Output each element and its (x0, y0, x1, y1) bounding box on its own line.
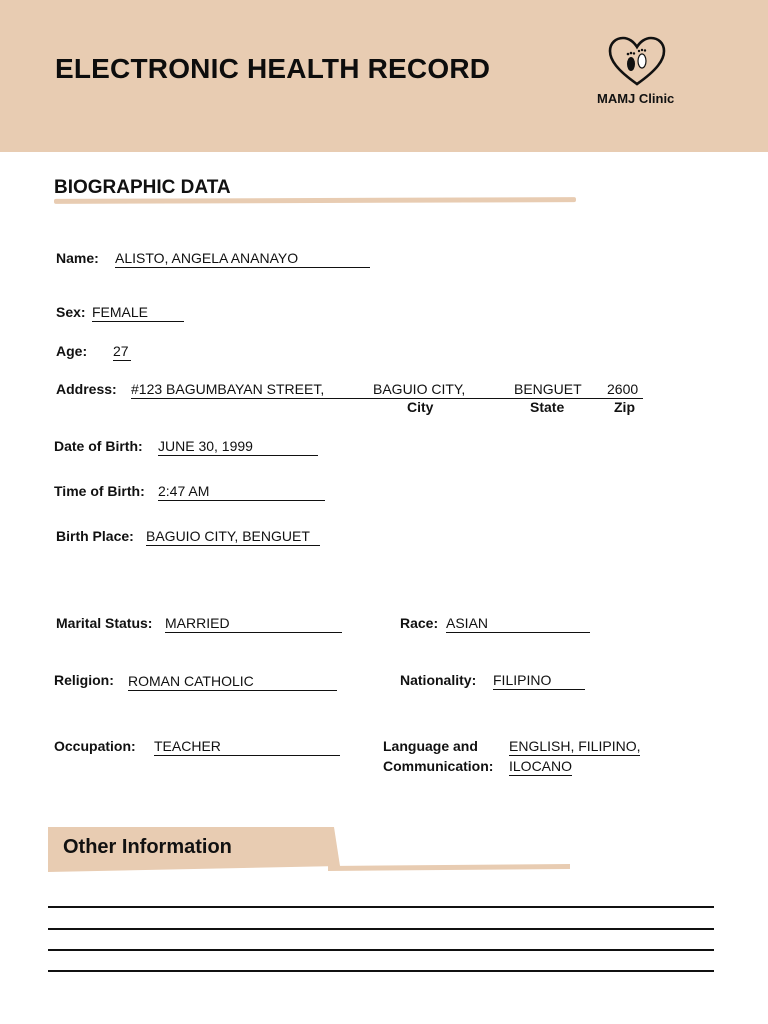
other-info-title: Other Information (63, 836, 232, 858)
address-label: Address: (56, 381, 117, 397)
age-field[interactable]: 27 (113, 343, 131, 361)
tob-field[interactable]: 2:47 AM (158, 483, 325, 501)
birthplace-label: Birth Place: (56, 528, 134, 544)
write-line-4[interactable] (48, 970, 714, 972)
religion-label: Religion: (54, 672, 114, 688)
occupation-label: Occupation: (54, 738, 136, 754)
address-street-field[interactable]: #123 BAGUMBAYAN STREET, (131, 381, 375, 399)
header-banner (0, 0, 768, 152)
occupation-field[interactable]: TEACHER (154, 738, 340, 756)
write-line-1[interactable] (48, 906, 714, 908)
address-zip-field[interactable]: 2600 (607, 381, 643, 399)
nationality-field[interactable]: FILIPINO (493, 672, 585, 690)
state-caption: State (530, 399, 565, 415)
zip-caption: Zip (614, 399, 635, 415)
city-caption: City (407, 399, 434, 415)
nationality-label: Nationality: (400, 672, 477, 688)
sex-label: Sex: (56, 304, 86, 320)
other-info-underline (48, 862, 572, 874)
language-field-line1[interactable]: ENGLISH, FILIPINO, (509, 738, 641, 754)
race-label: Race: (400, 615, 439, 631)
section-title-biographic: BIOGRAPHIC DATA (54, 177, 231, 198)
language-field-line2[interactable]: ILOCANO (509, 758, 573, 774)
dob-label: Date of Birth: (54, 438, 143, 454)
address-city-field[interactable]: BAGUIO CITY, (373, 381, 514, 399)
page-title: ELECTRONIC HEALTH RECORD (55, 53, 491, 84)
heart-footprints-icon (607, 36, 667, 88)
write-line-2[interactable] (48, 928, 714, 930)
age-label: Age: (56, 343, 88, 359)
write-line-3[interactable] (48, 949, 714, 951)
clinic-name: MAMJ Clinic (597, 91, 675, 106)
language-label-line1: Language and (383, 738, 478, 754)
language-label-line2: Communication: (383, 758, 494, 774)
religion-field[interactable]: ROMAN CATHOLIC (128, 673, 337, 691)
name-field[interactable]: ALISTO, ANGELA ANANAYO (115, 250, 370, 268)
marital-status-label: Marital Status: (56, 615, 153, 631)
marital-status-field[interactable]: MARRIED (165, 615, 342, 633)
sex-field[interactable]: FEMALE (92, 304, 184, 322)
dob-field[interactable]: JUNE 30, 1999 (158, 438, 318, 456)
birthplace-field[interactable]: BAGUIO CITY, BENGUET (146, 528, 320, 546)
race-field[interactable]: ASIAN (446, 615, 590, 633)
tob-label: Time of Birth: (54, 483, 145, 499)
address-state-field[interactable]: BENGUET (514, 381, 608, 399)
name-label: Name: (56, 250, 99, 266)
section-underline (54, 197, 576, 204)
